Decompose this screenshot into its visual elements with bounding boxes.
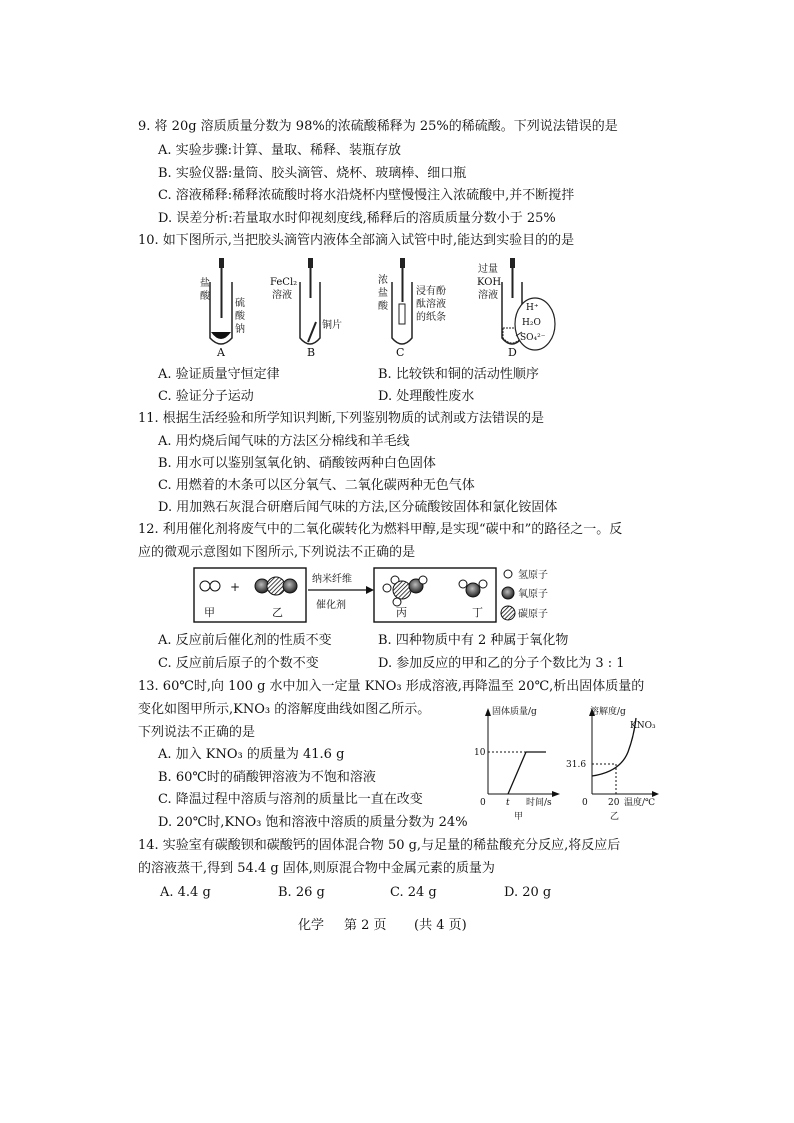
svg-text:丙: 丙 <box>396 606 407 619</box>
svg-text:0: 0 <box>480 798 486 808</box>
q11-option-c: C. 用燃着的木条可以区分氧气、二氧化碳两种无色气体 <box>158 478 475 493</box>
q13-option-b: B. 60℃时的硝酸钾溶液为不饱和溶液 <box>158 770 376 785</box>
svg-text:+: + <box>230 580 241 594</box>
q10-stem: 10. 如下图所示,当把胶头滴管内液体全部滴入试管中时,能达到实验目的的是 <box>138 233 575 248</box>
svg-text:浓: 浓 <box>378 275 388 286</box>
svg-text:纳米纤维: 纳米纤维 <box>312 574 352 585</box>
graph-jia <box>474 705 560 822</box>
apparatus-d <box>477 258 555 359</box>
q10-figure <box>190 252 580 362</box>
svg-text:浸有酚: 浸有酚 <box>416 286 446 297</box>
q13-stem-line1: 13. 60℃时,向 100 g 水中加入一定量 KNO₃ 形成溶液,再降温至 20℃,析出固体质量的 <box>138 679 645 694</box>
svg-text:C: C <box>396 346 405 359</box>
svg-text:FeCl₂: FeCl₂ <box>270 277 298 288</box>
svg-text:溶液: 溶液 <box>478 290 498 301</box>
q10-option-a: A. 验证质量守恒定律 <box>158 367 280 382</box>
q11-option-d: D. 用加熟石灰混合研磨后闻气味的方法,区分硫酸铵固体和氯化铵固体 <box>158 500 558 515</box>
q13-stem-line2: 变化如图甲所示,KNO₃ 的溶解度曲线如图乙所示。 <box>138 702 431 717</box>
q12-stem-line2: 应的微观示意图如下图所示,下列说法不正确的是 <box>138 545 416 560</box>
svg-text:10: 10 <box>474 748 486 758</box>
svg-text:酞溶液: 酞溶液 <box>416 299 446 310</box>
svg-text:铜片: 铜片 <box>322 320 342 331</box>
svg-text:20: 20 <box>608 798 620 808</box>
svg-text:硫: 硫 <box>235 298 245 309</box>
q13-stem-line3: 下列说法不正确的是 <box>138 725 256 740</box>
q14-option-d: D. 20 g <box>504 885 552 900</box>
q13-option-c: C. 降温过程中溶质与溶剂的质量比一直在改变 <box>158 792 423 807</box>
footer-page: 第 2 页 <box>344 918 387 933</box>
products-box <box>374 568 496 622</box>
apparatus-a <box>200 258 246 359</box>
svg-text:酸: 酸 <box>378 301 388 312</box>
svg-text:H₂O: H₂O <box>522 318 541 328</box>
svg-text:氧原子: 氧原子 <box>518 589 548 600</box>
q12-figure <box>190 564 610 628</box>
svg-text:溶解度/g: 溶解度/g <box>590 707 626 717</box>
svg-text:溶液: 溶液 <box>272 290 292 301</box>
q12-option-d: D. 参加反应的甲和乙的分子个数比为 3 : 1 <box>378 656 625 671</box>
svg-text:SO₄²⁻: SO₄²⁻ <box>520 333 546 343</box>
q10-option-b: B. 比较铁和铜的活动性顺序 <box>378 367 539 382</box>
svg-text:D: D <box>508 346 517 359</box>
svg-text:过量: 过量 <box>478 264 498 275</box>
q10-option-d: D. 处理酸性废水 <box>378 389 475 404</box>
reactants-box <box>194 568 306 622</box>
svg-text:KNO₃: KNO₃ <box>630 721 656 731</box>
svg-text:甲: 甲 <box>514 812 524 822</box>
q14-option-c: C. 24 g <box>390 885 437 900</box>
footer-subject: 化学 <box>298 918 325 933</box>
footer-total-pages: (共 4 页) <box>414 918 467 933</box>
q10-option-c: C. 验证分子运动 <box>158 389 254 404</box>
svg-text:盐: 盐 <box>200 278 210 289</box>
svg-text:固体质量/g: 固体质量/g <box>492 707 537 717</box>
svg-text:t: t <box>506 798 510 808</box>
q11-stem: 11. 根据生活经验和所学知识判断,下列鉴别物质的试剂或方法错误的是 <box>138 411 544 426</box>
svg-text:丁: 丁 <box>472 606 483 619</box>
q14-stem-line1: 14. 实验室有碳酸钡和碳酸钙的固体混合物 50 g,与足量的稀盐酸充分反应,将反应后 <box>138 838 621 853</box>
q9-option-a: A. 实验步骤:计算、量取、稀释、装瓶存放 <box>158 143 402 158</box>
svg-text:A: A <box>217 346 225 359</box>
q14-stem-line2: 的溶液蒸干,得到 54.4 g 固体,则原混合物中金属元素的质量为 <box>138 861 495 876</box>
q13-graphs <box>470 702 660 822</box>
svg-text:催化剂: 催化剂 <box>316 600 346 611</box>
q9-stem: 9. 将 20g 溶质质量分数为 98%的浓硫酸稀释为 25%的稀硫酸。下列说法错误的是 <box>138 119 618 134</box>
svg-text:温度/℃: 温度/℃ <box>624 798 656 808</box>
q9-option-d: D. 误差分析:若量取水时仰视刻度线,稀释后的溶质质量分数小于 25% <box>158 211 556 226</box>
svg-text:的纸条: 的纸条 <box>416 312 446 323</box>
svg-text:酸: 酸 <box>235 311 245 322</box>
q13-option-d: D. 20℃时,KNO₃ 饱和溶液中溶质的质量分数为 24% <box>158 815 468 830</box>
svg-text:氢原子: 氢原子 <box>518 570 548 581</box>
q9-option-b: B. 实验仪器:量筒、胶头滴管、烧杯、玻璃棒、细口瓶 <box>158 166 467 181</box>
svg-text:甲: 甲 <box>204 606 215 619</box>
graph-yi <box>566 705 659 822</box>
q12-option-b: B. 四种物质中有 2 种属于氧化物 <box>378 633 569 648</box>
catalyst-arrow <box>308 572 374 611</box>
q11-option-a: A. 用灼烧后闻气味的方法区分棉线和羊毛线 <box>158 434 410 449</box>
svg-text:31.6: 31.6 <box>566 760 587 770</box>
svg-text:KOH: KOH <box>477 277 502 288</box>
svg-text:盐: 盐 <box>378 288 388 299</box>
q11-option-b: B. 用水可以鉴别氢氧化钠、硝酸铵两种白色固体 <box>158 456 436 471</box>
apparatus-c <box>378 258 446 359</box>
svg-text:时间/s: 时间/s <box>526 798 552 808</box>
q12-option-a: A. 反应前后催化剂的性质不变 <box>158 633 332 648</box>
svg-text:钠: 钠 <box>235 324 245 335</box>
svg-text:酸: 酸 <box>200 291 210 302</box>
q14-option-a: A. 4.4 g <box>160 885 211 900</box>
svg-text:乙: 乙 <box>272 606 283 619</box>
q9-option-c: C. 溶液稀释:稀释浓硫酸时将水沿烧杯内壁慢慢注入浓硫酸中,并不断搅拌 <box>158 188 575 203</box>
q13-option-a: A. 加入 KNO₃ 的质量为 41.6 g <box>158 747 345 762</box>
q12-stem-line1: 12. 利用催化剂将废气中的二氧化碳转化为燃料甲醇,是实现“碳中和”的路径之一。反 <box>138 522 623 537</box>
q12-option-c: C. 反应前后原子的个数不变 <box>158 656 319 671</box>
atom-legend <box>501 568 548 620</box>
svg-text:B: B <box>307 346 316 359</box>
svg-text:0: 0 <box>582 798 588 808</box>
q14-option-b: B. 26 g <box>278 885 325 900</box>
svg-text:乙: 乙 <box>610 812 620 822</box>
apparatus-b <box>270 258 342 359</box>
svg-text:碳原子: 碳原子 <box>518 609 548 620</box>
svg-text:H⁺: H⁺ <box>526 303 539 313</box>
